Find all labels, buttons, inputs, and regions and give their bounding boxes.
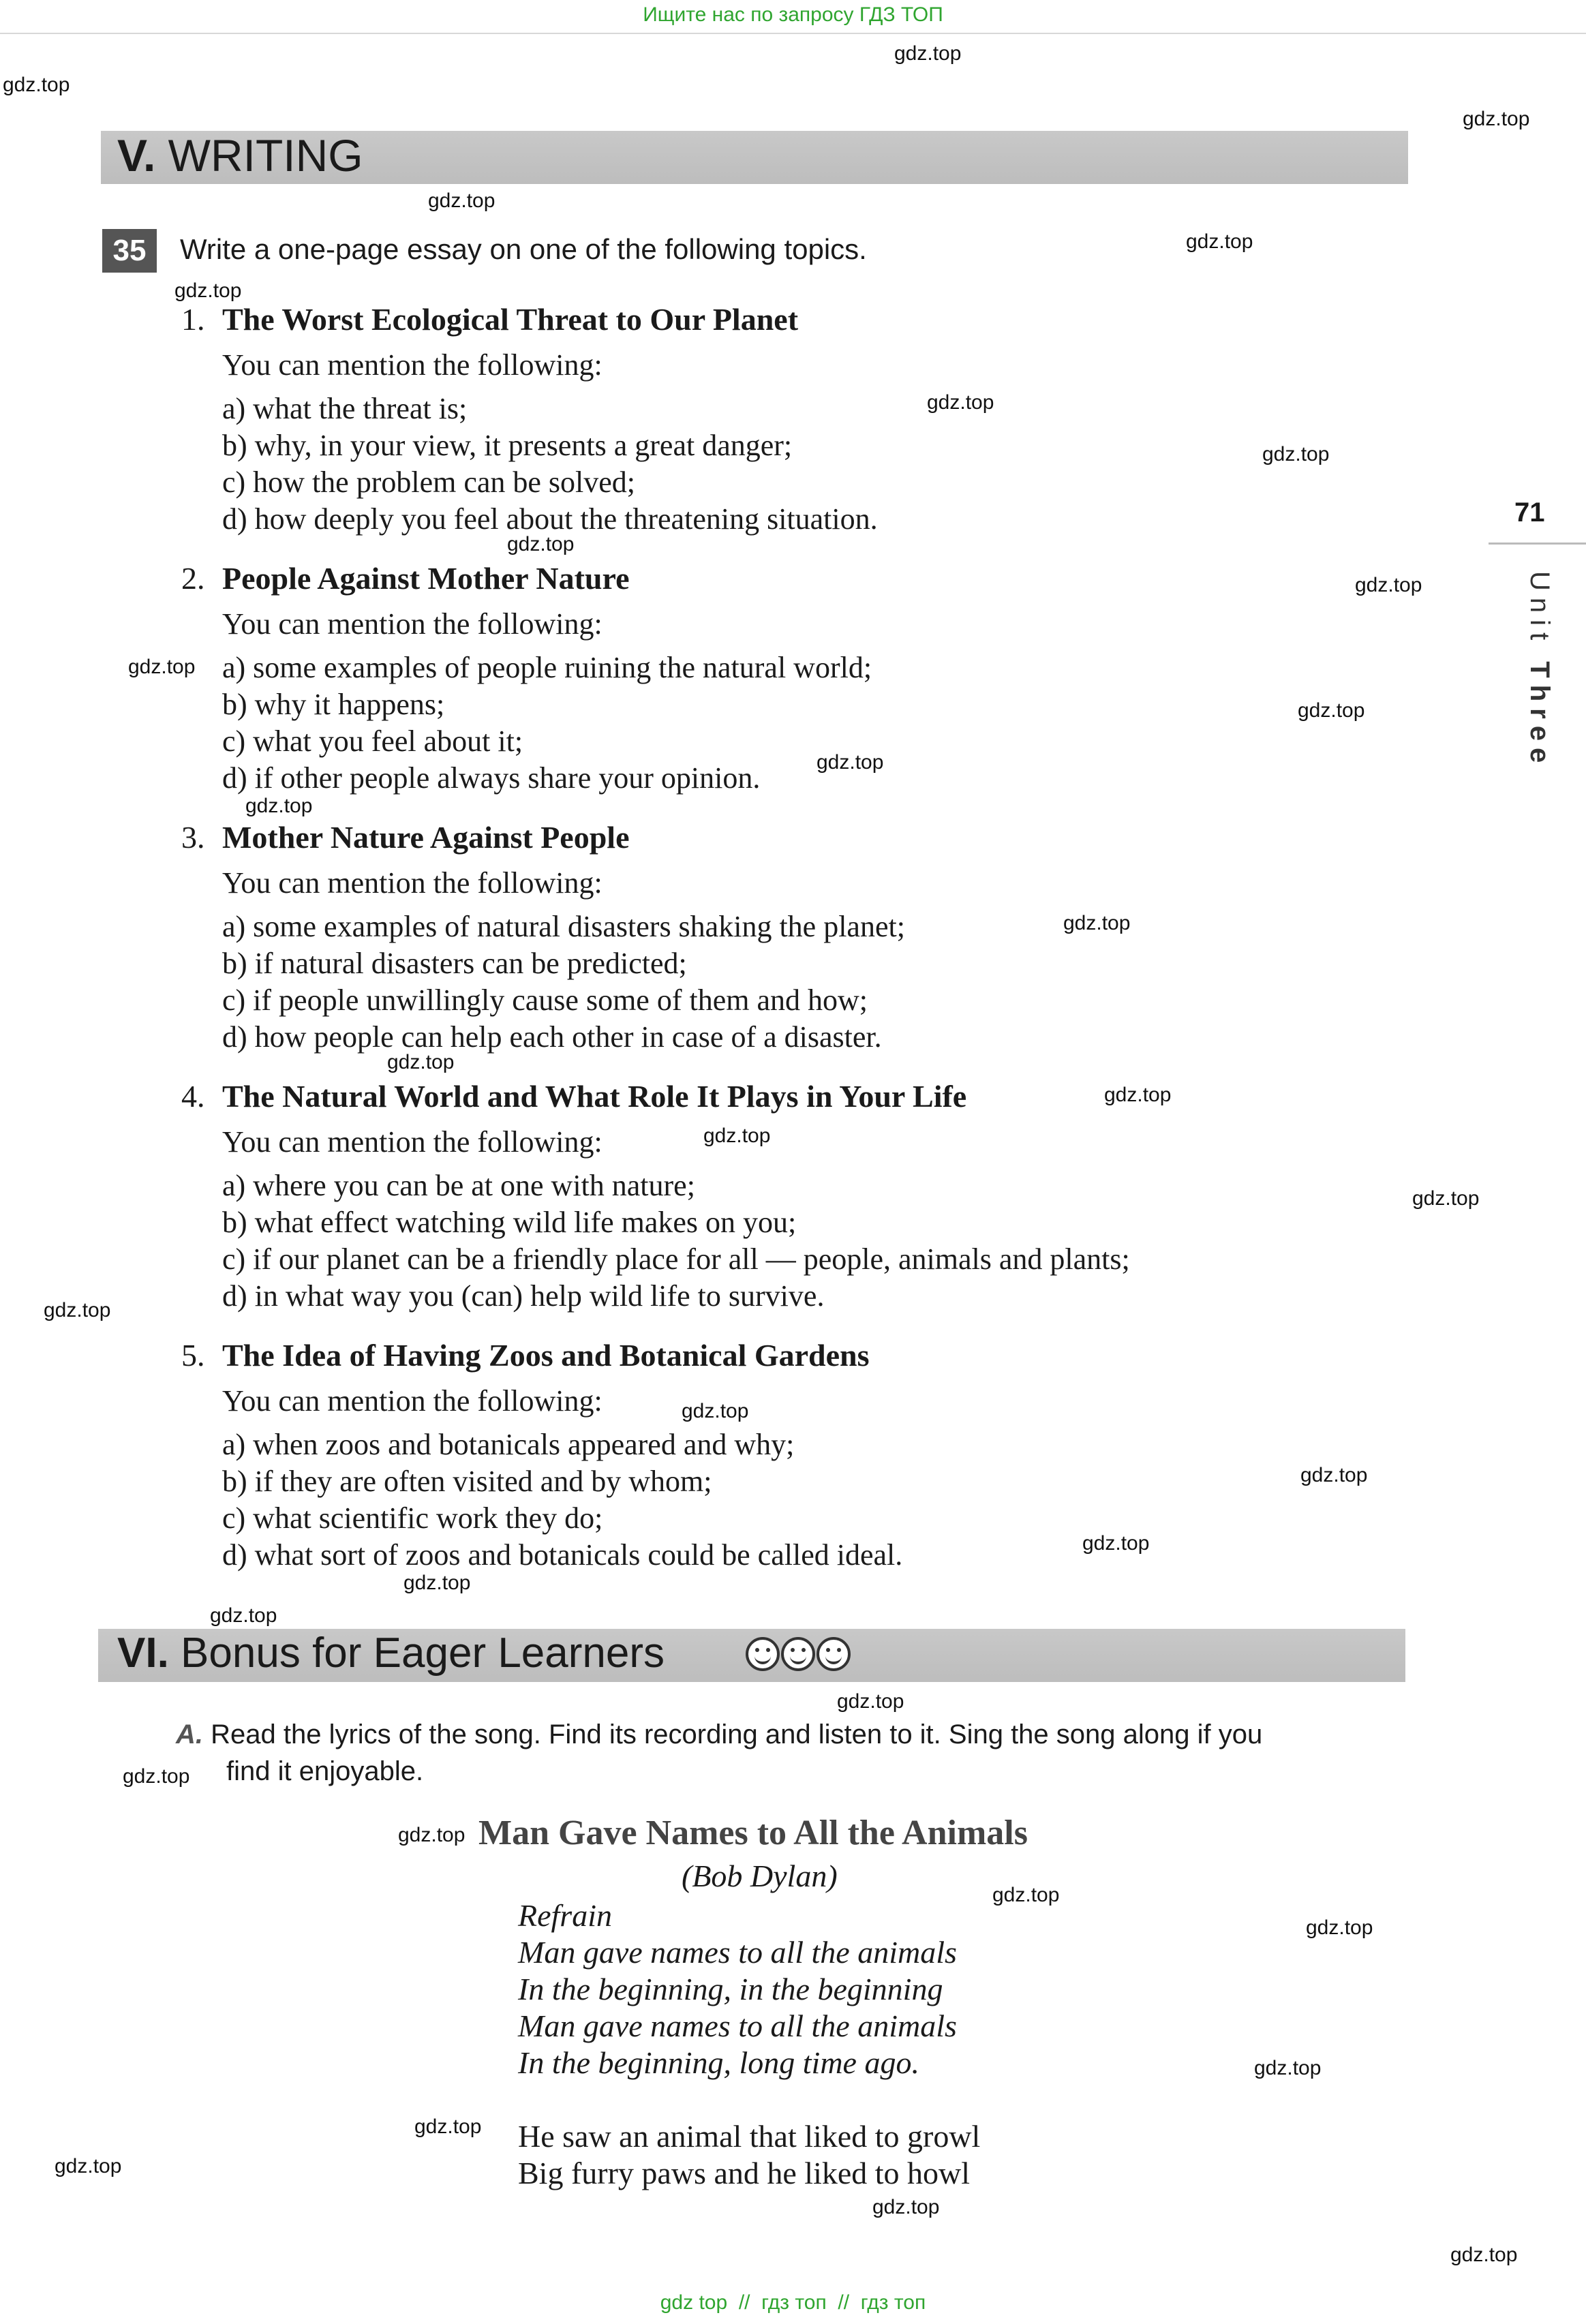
topic-item: a) some examples of people ruining the natural world; bbox=[222, 651, 872, 684]
topic-heading: 4. The Natural World and What Role It Plays in Your Life bbox=[181, 1079, 967, 1114]
topic-item: c) what you feel about it; bbox=[222, 724, 523, 758]
unit-label: Unit Three bbox=[1525, 571, 1555, 770]
watermark: gdz.top bbox=[1104, 1084, 1172, 1106]
watermark: gdz.top bbox=[1412, 1187, 1480, 1210]
topic-item: b) why it happens; bbox=[222, 688, 445, 721]
watermark: gdz.top bbox=[1262, 443, 1330, 465]
watermark: gdz.top bbox=[1306, 1916, 1373, 1939]
watermark: gdz.top bbox=[872, 2196, 940, 2218]
refrain-line: Man gave names to all the animals bbox=[518, 2008, 957, 2043]
topic-item: b) if they are often visited and by whom; bbox=[222, 1465, 712, 1498]
topic-item: b) what effect watching wild life makes on you; bbox=[222, 1206, 797, 1239]
watermark: gdz.top bbox=[210, 1604, 277, 1627]
refrain-line: In the beginning, in the beginning bbox=[518, 1972, 943, 2006]
topic-item: c) how the problem can be solved; bbox=[222, 465, 636, 499]
watermark: gdz.top bbox=[894, 42, 962, 65]
watermark: gdz.top bbox=[682, 1400, 749, 1422]
watermark: gdz.top bbox=[414, 2115, 482, 2138]
watermark: gdz.top bbox=[174, 279, 242, 302]
watermark: gdz.top bbox=[1298, 699, 1365, 722]
side-divider bbox=[1489, 542, 1586, 545]
watermark: gdz.top bbox=[817, 751, 884, 774]
page-number: 71 bbox=[1514, 498, 1545, 528]
refrain-line: Man gave names to all the animals bbox=[518, 1935, 957, 1970]
watermark: gdz.top bbox=[44, 1299, 111, 1321]
topic-lead: You can mention the following: bbox=[222, 1384, 603, 1418]
watermark: gdz.top bbox=[398, 1824, 466, 1846]
topic-item: a) where you can be at one with nature; bbox=[222, 1169, 695, 1202]
bonus-task-line-2: find it enjoyable. bbox=[226, 1756, 424, 1786]
topic-heading: 2. People Against Mother Nature bbox=[181, 561, 630, 596]
watermark: gdz.top bbox=[245, 795, 313, 817]
topic-item: a) what the threat is; bbox=[222, 392, 468, 425]
verse-line: Big furry paws and he liked to howl bbox=[518, 2156, 971, 2190]
smiley-icon bbox=[817, 1637, 851, 1671]
topic-item: c) if people unwillingly cause some of them and how; bbox=[222, 983, 868, 1017]
smiley-faces-icon bbox=[746, 1637, 851, 1671]
topic-item: a) when zoos and botanicals appeared and why; bbox=[222, 1428, 795, 1461]
smiley-icon bbox=[746, 1637, 780, 1671]
watermark: gdz.top bbox=[837, 1690, 904, 1713]
watermark: gdz.top bbox=[1254, 2057, 1322, 2079]
refrain-label: Refrain bbox=[518, 1898, 612, 1933]
topic-heading: 3. Mother Nature Against People bbox=[181, 820, 630, 855]
watermark: gdz.top bbox=[703, 1125, 771, 1147]
watermark: gdz.top bbox=[1355, 574, 1422, 596]
watermark: gdz.top bbox=[403, 1572, 471, 1594]
smiley-icon bbox=[781, 1637, 815, 1671]
watermark: gdz.top bbox=[123, 1765, 190, 1788]
task-instruction: Write a one-page essay on one of the following topics. bbox=[180, 233, 867, 265]
watermark: gdz.top bbox=[507, 533, 575, 555]
topic-item: c) what scientific work they do; bbox=[222, 1501, 603, 1535]
watermark: gdz.top bbox=[1463, 108, 1530, 130]
topic-lead: You can mention the following: bbox=[222, 1125, 603, 1159]
refrain-line: In the beginning, long time ago. bbox=[518, 2045, 919, 2080]
watermark: gdz.top bbox=[128, 656, 196, 678]
watermark: gdz.top bbox=[1450, 2244, 1518, 2266]
watermark: gdz.top bbox=[927, 391, 994, 414]
topic-item: d) in what way you (can) help wild life to survive. bbox=[222, 1279, 825, 1313]
top-banner-text[interactable]: Ищите нас по запросу ГДЗ ТОП bbox=[643, 3, 943, 26]
topic-item: d) how deeply you feel about the threatening situation. bbox=[222, 502, 878, 536]
watermark: gdz.top bbox=[55, 2155, 122, 2177]
topic-item: a) some examples of natural disasters shaking the planet; bbox=[222, 910, 905, 943]
task-number: 35 bbox=[102, 229, 157, 273]
topic-item: b) why, in your view, it presents a great danger; bbox=[222, 429, 793, 462]
watermark: gdz.top bbox=[992, 1884, 1060, 1906]
watermark: gdz.top bbox=[1082, 1532, 1150, 1555]
song-author: (Bob Dylan) bbox=[682, 1859, 838, 1893]
topic-lead: You can mention the following: bbox=[222, 866, 603, 900]
topic-item: d) if other people always share your opinion. bbox=[222, 761, 761, 795]
song-title: Man Gave Names to All the Animals bbox=[478, 1814, 1028, 1852]
watermark: gdz.top bbox=[3, 74, 70, 96]
topic-item: b) if natural disasters can be predicted; bbox=[222, 947, 687, 980]
watermark: gdz.top bbox=[1300, 1464, 1368, 1486]
bonus-task-line-1: A. Read the lyrics of the song. Find its recording and listen to it. Sing the song along if you bbox=[176, 1719, 1263, 1749]
topic-lead: You can mention the following: bbox=[222, 348, 603, 382]
watermark: gdz.top bbox=[428, 189, 495, 212]
section-title-bonus: VI. Bonus for Eager Learners bbox=[117, 1630, 665, 1677]
section-title-writing: V. WRITING bbox=[117, 130, 363, 181]
footer-links[interactable]: gdz top // гдз топ // гдз топ bbox=[660, 2291, 926, 2314]
topic-item: d) what sort of zoos and botanicals could be called ideal. bbox=[222, 1538, 903, 1572]
topic-item: c) if our planet can be a friendly place for all — people, animals and plants; bbox=[222, 1242, 1130, 1276]
watermark: gdz.top bbox=[1186, 230, 1253, 253]
watermark: gdz.top bbox=[1063, 912, 1131, 934]
topic-heading: 1. The Worst Ecological Threat to Our Planet bbox=[181, 302, 799, 337]
verse-line: He saw an animal that liked to growl bbox=[518, 2119, 981, 2154]
topic-lead: You can mention the following: bbox=[222, 607, 603, 641]
top-banner[interactable] bbox=[0, 0, 1586, 34]
watermark: gdz.top bbox=[387, 1051, 455, 1073]
topic-item: d) how people can help each other in case of a disaster. bbox=[222, 1020, 882, 1054]
topic-heading: 5. The Idea of Having Zoos and Botanical Gardens bbox=[181, 1338, 870, 1373]
